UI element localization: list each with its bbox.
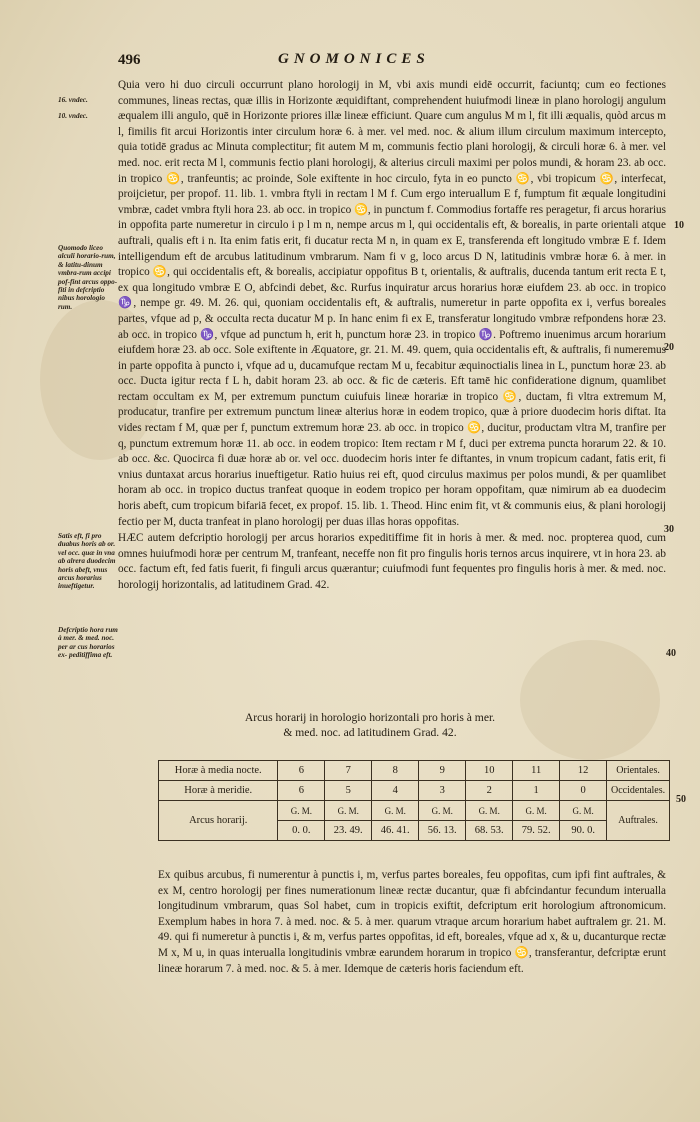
table-cell: 56. 13.	[419, 821, 466, 841]
margin-note: 10. vndec.	[58, 112, 88, 120]
table-cell: G. M.	[560, 801, 607, 821]
margin-note: Satis eft, fi pro duabus horis ab or. vel occ. quæ in vna ab alrera duodecim horis abeft, vnus arcus horarius inueftigetur.	[58, 532, 116, 591]
table-caption-line: & med. noc. ad latitudinem Grad. 42.	[283, 726, 457, 739]
table-cell: Occidentales.	[607, 781, 670, 801]
table-cell: 79. 52.	[513, 821, 560, 841]
table-cell: 46. 41.	[372, 821, 419, 841]
table-cell: G. M.	[325, 801, 372, 821]
table-cell: 6	[278, 761, 325, 781]
table-cell: Orientales.	[607, 761, 670, 781]
table-cell: 4	[372, 781, 419, 801]
line-number: 10	[674, 220, 684, 231]
margin-note: Defcriptio hora rum à mer. & med. noc. per ar cus horarios ex- peditiffima eft.	[58, 626, 118, 660]
paragraph: Ex quibus arcubus, fi numerentur à punctis i, m, verfus partes boreales, feu oppofitas, cum ipfi fint auftrales, & ex M, centro horologij per fines numerationum lineæ rectæ ducantur, quæ fi abfcindantur fecundum interualla longitudinum vmbrarum, quas Sol habet, cum in tropicis exiftit, defcriptum erit horologium aftronomicum. Exemplum habes in hora 7. à med. noc. & 5. à mer. quarum vtraque arcum horarium habet auftralem gr. 21. M. 49. qui fi numeretur à punctis i, & m, verfus partes oppofitas, id eft, boreales, vfque ad x, & u, ducanturque rectæ M x, M u, in quas interualla longitudinis vmbræ earundem horarum in tropico ♋, transferantur, defcriptæ erunt lineæ horarum 7. à med. noc. & 5. à mer. Idemque de cæteris horis faciendum eft.	[158, 869, 666, 975]
running-head: GNOMONICES	[278, 51, 430, 67]
closing-text	[158, 868, 666, 977]
margin-note: 16. vndec.	[58, 96, 88, 104]
table-cell: 12	[560, 761, 607, 781]
line-number: 40	[666, 648, 676, 659]
page-number: 496	[118, 52, 141, 68]
table-cell: 68. 53.	[466, 821, 513, 841]
table-cell: G. M.	[466, 801, 513, 821]
table-caption	[160, 710, 580, 740]
hour-arc-table	[158, 760, 670, 841]
table-cell: 3	[419, 781, 466, 801]
row-label: Arcus horarij.	[159, 801, 278, 841]
table-cell: G. M.	[513, 801, 560, 821]
margin-note: Quomodo liceo alculi horario-rum, & latitu-dinum vmbra-rum accipi pof-fint arcus oppo-fiti in defcriptio nibus horologio rum.	[58, 244, 118, 311]
table-cell: 11	[513, 761, 560, 781]
paragraph: Quia vero hi duo circuli occurrunt plano horologij in M, vbi axis mundi eidē occurrit, faciuntq; cum eo fectiones communes, lineas rectas, quæ illis in Horizonte æquidiftant, comprehendent huiufmodi lineæ in plano horologij angulum æqualem illi angulo, quē in Horizonte priores illæ lineæ efficiunt. Quare cum angulus M m l, fit illi æqualis, quòd arcus m l, fimilis fit arcui Horizontis inter circulum horæ 6. à mer. vel med. noc. & alium illum circulum maximum intercepto, quia totidē gradus ac Minuta complectitur; fit autem M m, communis fectio plani horologij, & circuli horæ 6. à mer. vel med. noc. erit recta M l, communis fectio plani horologij, & alterius circuli maximi per polos mundi, & horam 23. ab occ. in tropico ♋, tranfeuntis; ac proinde, Sole exiftente in hoc circulo, fyta in eo puncto ♋, vbi tropicum ♋, interfecat, proijcietur, per propof. 11. lib. 1. vmbra ftyli in rectam l M f. Cum ergo interuallum E f, fumptum fit æquale longitudini vmbræ, cadet vmbra ftyli hora 23. ab occ. in tropico ♋, in punctum f. Commodius fortaffe res peragetur, fi arcus horarius in oppofita parte numeretur in circulo i p l m n, nempe arcus m l, qui occidentalis eft, & borealis, in parte orientali atque auftrali, qualis eft i n. Ita enim fatis erit, fi ducatur recta M n, in quam ex E, transferenda eft longitudo vmbræ E f. Idem intelligendum eft de arcubus latitudinum vmbrarum. Nam fi v g, loco arcus D N, latitudinis vmbræ horæ 6. à mer. in tropico ♋, qui occidentalis eft, & borealis, accipiatur oppofitus B t, orientalis, & auftralis, ducenda tantum erit recta E t, ex qua longitudo vmbræ E O, abfcindi debet, &c. Rurfus inquiratur arcus horarius horæ eiufdem 23. ab occ. in tropico ♑, nempe gr. 49. M. 26. qui, quoniam occidentalis eft, & auftralis, numeretur in parte oppofita ex i, verfus boreales partes, vfque ad p, & occulta recta ducatur M p. In hanc enim fi ex E, transferatur longitudo vmbræ refpondens horæ 23. ab occ. in tropico ♑, vfque ad punctum h, erit h, punctum horæ 23. in tropico ♑. Poftremo inuenimus arcum horarium eiufdem horæ 23. ab occ. Sole exiftente in Æquatore, gr. 21. M. 49. quem, quia occidentalis eft, & auftralis, fi numeremus in parte oppofita à puncto i, vfque ad u, ducamufque rectam M u, fecabitur æquinoctialis linea in L, punctum horæ 23. ab occ. Ducta igitur recta f L h, dabit horam 23. ab occ. & fic de cæteris. Eft tamē hic confideratione dignum, quamlibet rectam occultam ex M, per extremum punctum cuiufuis lineæ horariæ in tropico ♋, ductam, fi vltra extremum M, producatur, tranfire per extremum punctum lineæ alterius horæ in eodem tropico, quæ à priore duodecim horis diftat. Ita vides rectam f M, quæ per f, punctum extremum horæ 23. ab occ. in tropico ♋, ducitur, productam vltra M, tranfire per q, punctum extremum horæ 11. ab occ. in eodem tropico: Item rectam r M f, duci per extrema puncta horarum 22. & 10. ab occ. &c. Quocirca fi duæ horæ ab or. vel occ. duodecim horis inter fe diftantes, in vnum tropicum cadant, fatis erit, fi vnius duntaxat arcus horarius inueftigetur. Ratio huius rei eft, quod circulus maximus per polos mundi, & per quamlibet horam ab occ. in tropico ductus tranfeat quoque in eodem tropico per horam oppofitam, quæ nimirum ab ea duodecim horis abeft, cum tropicum bifariā fecet, ex propof. 15. lib. 1. Theod. Hinc enim fit, vt & communis eius, & plani horologij fectio per M, ducta tranfeat in plano horologij per duas illas horas oppofitas.	[118, 79, 666, 528]
table-cell: 7	[325, 761, 372, 781]
row-label: Horæ à media nocte.	[159, 761, 278, 781]
main-text	[118, 78, 666, 594]
table-cell: 9	[419, 761, 466, 781]
line-number: 50	[676, 794, 686, 805]
table-caption-line: Arcus horarij in horologio horizontali pro horis à mer.	[244, 711, 496, 724]
table-cell: 1	[513, 781, 560, 801]
table-cell: G. M.	[419, 801, 466, 821]
table-cell: G. M.	[278, 801, 325, 821]
line-number: 30	[664, 524, 674, 535]
paragraph: HÆC autem defcriptio horologij per arcus horarios expeditiffime fit in horis à mer. & med. noc. propterea quod, cum omnes huiufmodi horæ per centrum M, tranfeant, neceffe non fit pro fingulis horis ternos arcus inquirere, vt in hora 23. ab occ. factum eft, fed fatis fuerit, fi finguli arcus quærantur; cuiufmodi funt fequentes pro fingulis horis à mer. & med. noc. horologij horizontalis, ad latitudinem Grad. 42.	[118, 532, 666, 591]
table-cell: 6	[278, 781, 325, 801]
table-row	[159, 781, 670, 801]
table-cell: 0. 0.	[278, 821, 325, 841]
page-header	[0, 44, 700, 66]
table-cell: 2	[466, 781, 513, 801]
row-label: Horæ à meridie.	[159, 781, 278, 801]
table-cell: Auftrales.	[607, 801, 670, 841]
table-cell: 90. 0.	[560, 821, 607, 841]
table-cell: 8	[372, 761, 419, 781]
table-row	[159, 801, 670, 821]
paper-stain	[520, 640, 660, 760]
table-cell: G. M.	[372, 801, 419, 821]
line-number: 20	[664, 342, 674, 353]
table-cell: 23. 49.	[325, 821, 372, 841]
table-cell: 10	[466, 761, 513, 781]
table-cell: 0	[560, 781, 607, 801]
table-cell: 5	[325, 781, 372, 801]
table-row	[159, 761, 670, 781]
